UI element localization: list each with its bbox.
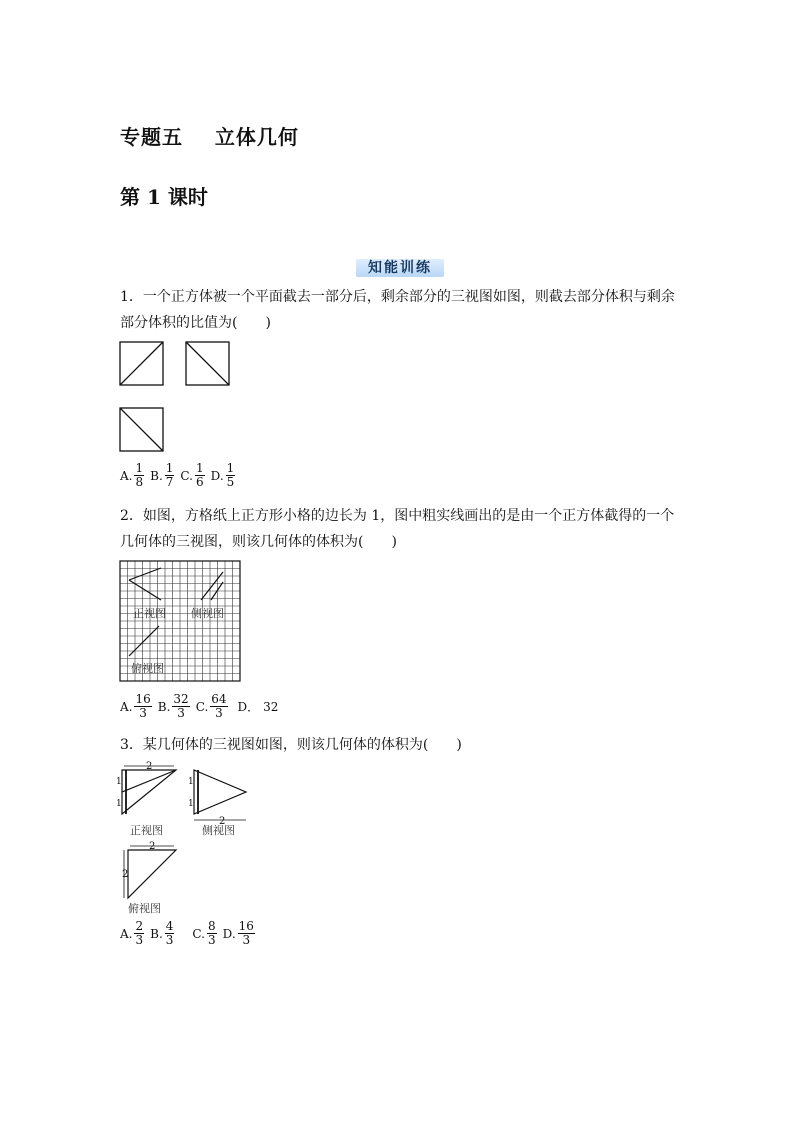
q1-option-c[interactable]: C. $\frac{1}{6}$ [180,461,204,489]
q3-front-height-label-1: 1 [116,777,122,787]
q2-option-b[interactable]: B. $\frac{32}{3}$ [157,692,189,720]
q3-top-dim-label: 2 [149,841,156,852]
q3-front-height-label-2: 1 [116,799,122,809]
q3-side-view-label: 侧视图 [202,824,235,837]
q1-option-b[interactable]: B. $\frac{1}{7}$ [150,461,174,489]
question-3-text: 3．某几何体的三视图如图，则该几何体的体积为( ) [120,737,462,753]
question-3-figure [116,760,266,920]
q1-front-view-diagonal [120,342,163,385]
q3-side-dim-label: 2 [219,816,226,827]
q3-top-view-label: 俯视图 [128,902,161,915]
question-2-grid-figure [119,560,243,684]
q2-option-d[interactable]: D． 32 [237,699,279,714]
q3-side-view-triangle [194,770,246,814]
q3-front-view-inner-line [122,770,176,792]
question-2-text: 2．如图，方格纸上正方形小格的边长为 1，图中粗实线画出的是由一个正方体截得的一个几何体的三视图，则该几何体的体积为( ) [120,508,675,550]
q2-option-a[interactable]: A. $\frac{16}{3}$ [120,692,151,720]
section-banner: 知能训练 [356,259,444,277]
question-2-options [120,693,284,720]
question-1-figure [118,340,238,456]
question-1-text: 1．一个正方体被一个平面截去一部分后，剩余部分的三视图如图，则截去部分体积与剩余部分体积的比值为( ) [120,289,675,331]
page-title: 专题五 立体几何 [120,125,299,149]
q1-top-view-diagonal [120,408,163,451]
q2-option-c[interactable]: C. $\frac{64}{3}$ [195,692,227,720]
q1-side-view-diagonal [186,342,229,385]
q3-option-a[interactable]: A. $\frac{2}{3}$ [120,919,144,947]
q3-front-view-triangle [122,770,176,814]
q2-front-view-line-1 [129,568,161,580]
question-3-options [120,920,261,947]
q3-front-view-label: 正视图 [130,824,163,837]
q2-front-view-label: 正视图 [133,607,166,620]
q1-option-d[interactable]: D. $\frac{1}{5}$ [210,461,235,489]
q3-top-view-triangle [128,850,176,898]
q3-option-b[interactable]: B. $\frac{4}{3}$ [150,919,174,947]
q3-side-height-label-2: 1 [188,799,194,809]
q2-front-view-line-2 [129,580,161,600]
q3-front-dim-label: 2 [146,761,153,772]
question-1-options [120,462,241,489]
q3-side-height-label-1: 1 [188,777,194,787]
q2-side-view-label: 侧视图 [191,607,224,620]
lesson-title: 第 1 课时 [120,185,208,209]
q2-top-view-label: 俯视图 [131,662,164,675]
q2-top-view-line [129,626,159,656]
q1-option-a[interactable]: A. $\frac{1}{8}$ [120,461,144,489]
q3-top-vertical-dim-label: 2 [122,869,129,880]
q3-option-d[interactable]: D. $\frac{16}{3}$ [222,919,254,947]
q3-option-c[interactable]: C. $\frac{8}{3}$ [192,919,216,947]
